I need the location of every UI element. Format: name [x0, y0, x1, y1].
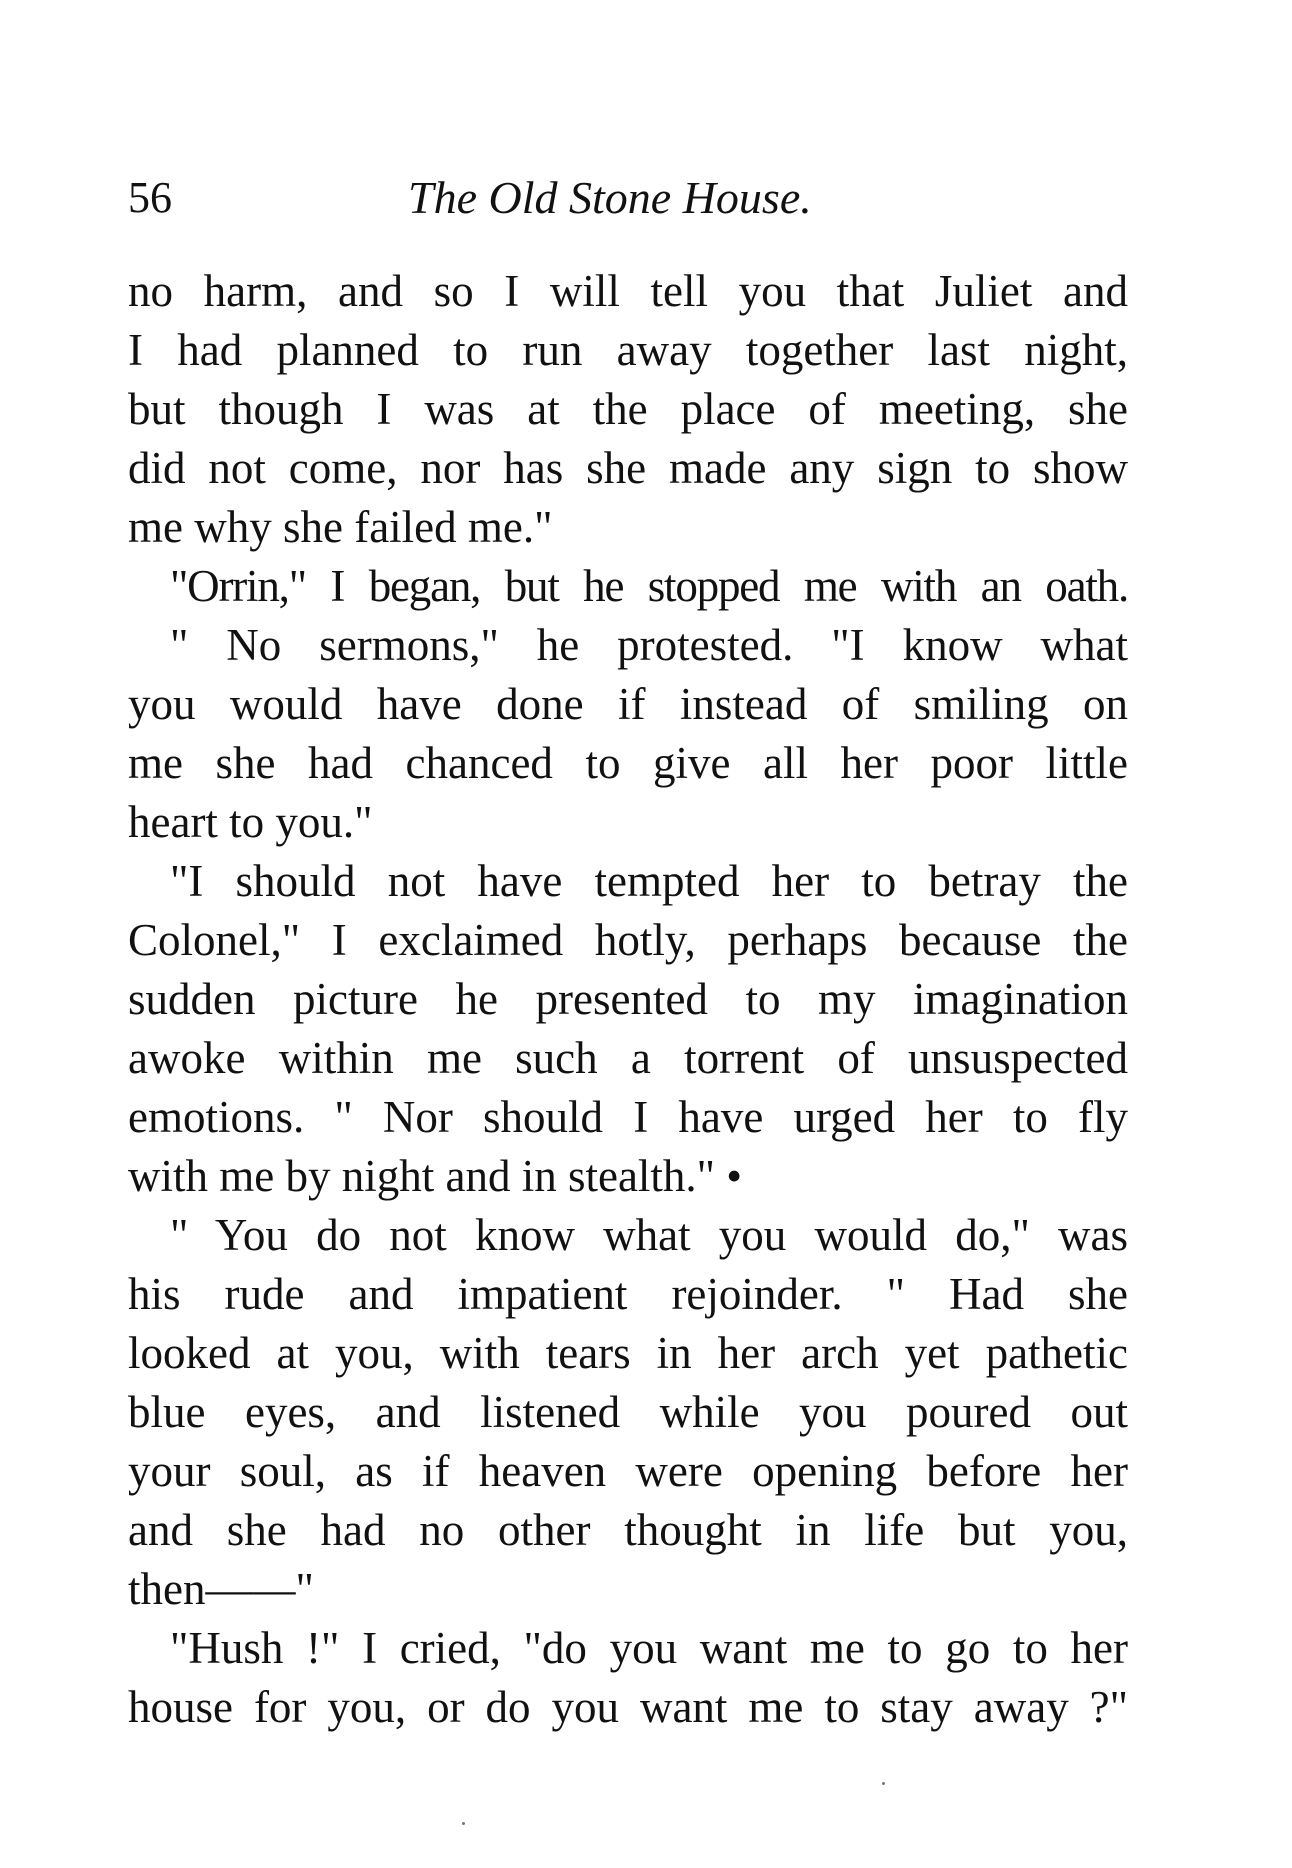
text-line: emotions. " Nor should I have urged her to fly [128, 1092, 1128, 1142]
page-header [128, 168, 1128, 228]
text-line: house for you, or do you want me to stay away ?" [128, 1682, 1128, 1732]
paper-speck [462, 1822, 465, 1825]
text-line: "Hush !" I cried, "do you want me to go to her [170, 1623, 1128, 1673]
text-line: looked at you, with tears in her arch yet pathetic [128, 1328, 1128, 1378]
page-body [128, 262, 1128, 1737]
text-line: and she had no other thought in life but you, [128, 1505, 1128, 1555]
text-line: Colonel," I exclaimed hotly, perhaps because the [128, 915, 1128, 965]
text-line: " No sermons," he protested. "I know what [170, 620, 1128, 670]
text-line: then——" [128, 1564, 314, 1614]
text-line: "I should not have tempted her to betray the [170, 856, 1128, 906]
text-line: awoke within me such a torrent of unsuspected [128, 1033, 1128, 1083]
text-line: "Orrin," I began, but he stopped me with an oath. [170, 561, 1128, 611]
text-line: no harm, and so I will tell you that Juliet and [128, 266, 1128, 316]
text-line: his rude and impatient rejoinder. " Had she [128, 1269, 1128, 1319]
text-line: " You do not know what you would do," was [170, 1210, 1128, 1260]
text-line: sudden picture he presented to my imagination [128, 974, 1128, 1024]
page-number: 56 [128, 173, 172, 222]
text-line: me why she failed me." [128, 502, 553, 552]
text-line: me she had chanced to give all her poor little [128, 738, 1128, 788]
text-line: your soul, as if heaven were opening before her [128, 1446, 1128, 1496]
text-line: with me by night and in stealth." • [128, 1151, 743, 1201]
text-line: you would have done if instead of smiling on [128, 679, 1128, 729]
text-line: did not come, nor has she made any sign to show [128, 443, 1128, 493]
text-line: but though I was at the place of meeting, she [128, 384, 1128, 434]
text-line: heart to you." [128, 797, 373, 847]
running-title: The Old Stone House. [408, 172, 812, 223]
text-line: blue eyes, and listened while you poured out [128, 1387, 1128, 1437]
paper-speck [882, 1782, 885, 1785]
text-line: I had planned to run away together last night, [128, 325, 1128, 375]
